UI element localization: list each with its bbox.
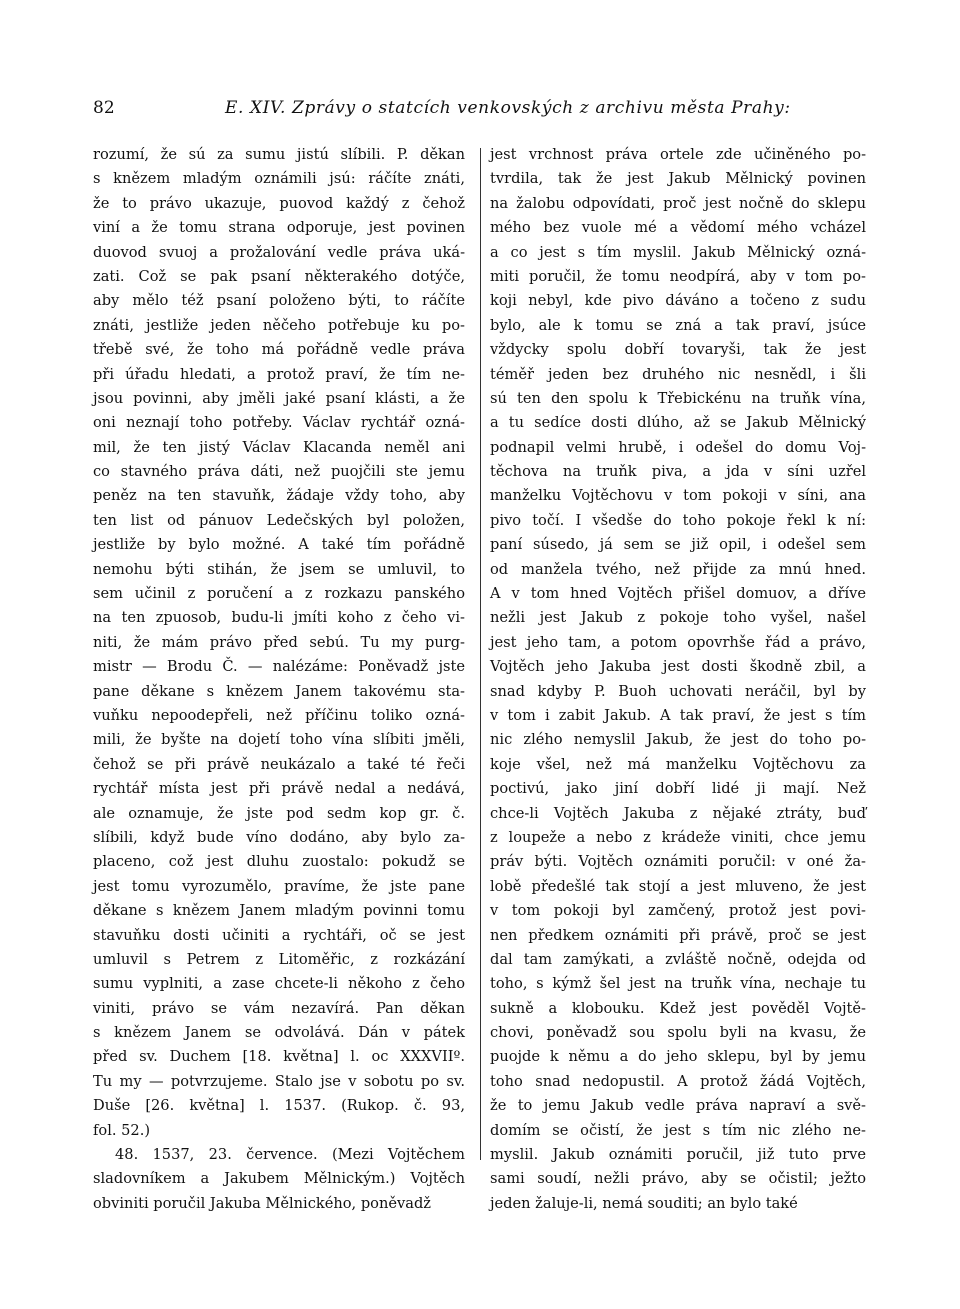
text-line: koji nebyl, kde pivo dáváno a točeno z sudu (490, 292, 866, 310)
text-line: děkane s knězem Janem mladým povinni tomu (93, 902, 465, 920)
text-line: zati. Což se pak psaní některakého dotýče, (93, 267, 465, 285)
text-line: domím se očistí, že jest s tím nic zlého ne- (490, 1121, 866, 1139)
text-line: že to právo ukazuje, puovod každý z čehož (93, 194, 465, 212)
text-line: těchova na truňk piva, a jda v síni uzřel (490, 463, 866, 481)
text-line: A v tom hned Vojtěch přišel domuov, a dříve (490, 585, 866, 603)
text-line: poctivú, jako jiní dobří lidé ji mají. Než (490, 780, 866, 798)
text-line: sem učinil z poručení a z rozkazu panského (93, 585, 465, 603)
text-line: jest vrchnost práva ortele zde učiněného po- (490, 146, 866, 163)
text-line: toho snad nedopustil. A protož žádá Vojtěch, (490, 1072, 866, 1090)
page-header (93, 98, 873, 124)
text-line: mého bez vuole mé a vědomí mého vcházel (490, 219, 866, 237)
text-line: při úřadu hledati, a protož praví, že tím ne- (93, 365, 465, 383)
text-line: chce-li Vojtěch Jakuba z nějaké ztráty, buď (490, 804, 866, 822)
text-line: viní a že tomu strana odporuje, jest povinen (93, 219, 465, 237)
text-line: stavuňku dosti učiniti a rychtáři, oč se jest (93, 926, 465, 944)
text-line: nežli jest Jakub z pokoje toho vyšel, našel (490, 609, 866, 627)
text-line: sumu vyplniti, a zase chcete-li někoho z čeho (93, 975, 465, 993)
text-line: 48. 1537, 23. července. (Mezi Vojtěchem (115, 1146, 465, 1164)
text-line: podnapil velmi hrubě, i odešel do domu Voj- (490, 438, 866, 456)
text-line: téměř jeden bez druhého nic nesnědl, i šli (490, 365, 866, 383)
text-line: v tom i zabit Jakub. A tak praví, že jest s tím (490, 706, 866, 724)
text-line: Tu my — potvrzujeme. Stalo jse v sobotu po sv. (93, 1072, 465, 1090)
text-line: bylo, ale k tomu se zná a tak praví, jsúce (490, 316, 866, 334)
text-line: jsou povinni, aby jměli jaké psaní klásti, a že (93, 389, 465, 407)
text-line: obviniti poručil Jakuba Mělnického, poněvadž (93, 1194, 431, 1212)
text-line: třebě své, že toho má pořádně vedle práva (93, 341, 465, 359)
text-line: Vojtěch jeho Jakuba jest dosti škodně zbil, a (490, 658, 866, 676)
text-line: duovod svuoj a prožalování vedle práva uká- (93, 243, 465, 261)
text-line: manželku Vojtěchovu v tom pokoji v síni, ana (490, 487, 866, 505)
text-line: viniti, právo se vám nezavírá. Pan děkan (93, 999, 465, 1017)
text-line: tvrdila, tak že jest Jakub Mělnický povinen (490, 170, 866, 188)
text-line: znáti, jestliže jeden něčeho potřebuje ku po- (93, 316, 465, 334)
text-line: Duše [26. května] l. 1537. (Rukop. č. 93, (93, 1097, 465, 1115)
text-line: v tom pokoji byl zamčený, protož jest povi- (490, 902, 866, 920)
text-line: pivo točí. I všedše do toho pokoje řekl k ní: (490, 511, 866, 529)
text-line: fol. 52.) (93, 1121, 151, 1139)
text-line: slíbili, když bude víno dodáno, aby bylo za- (93, 828, 465, 846)
text-line: ale oznamuje, že jste pod sedm kop gr. č. (93, 804, 465, 822)
text-line: sukně a klobouku. Kdež jest pověděl Vojtě- (490, 999, 866, 1017)
text-line: miti poručil, že tomu neodpírá, aby v tom po- (490, 267, 866, 285)
text-line: vždycky spolu dobří tovaryši, tak že jest (490, 341, 866, 359)
text-line: čehož se při právě neukázalo a také té řeči (93, 755, 465, 773)
text-line: ten list od pánuov Ledečských byl položen, (93, 511, 465, 529)
text-line: nemohu býti stihán, že jsem se umluvil, to (93, 560, 465, 578)
text-line: mistr — Brodu Č. — nalézáme: Poněvadž jste (93, 658, 465, 676)
text-line: jest tomu vyrozumělo, pravíme, že jste pane (93, 877, 465, 895)
text-line: jest jeho tam, a potom opovrhše řád a právo, (490, 633, 866, 651)
text-line: na žalobu odpovídati, proč jest nočně do sklepu (490, 194, 866, 212)
running-title: E. XIV. Zprávy o statcích venkovských z archivu města Prahy: (225, 98, 791, 118)
text-line: sladovníkem a Jakubem Mělnickým.) Vojtěch (93, 1170, 465, 1188)
text-line: a tu sedíce dosti dlúho, až se Jakub Mělnický (490, 414, 866, 432)
text-line: mil, že ten jistý Václav Klacanda neměl ani (93, 438, 465, 456)
text-line: od manžela tvého, než přijde za mnú hned. (490, 560, 866, 578)
text-line: lobě předešlé tak stojí a jest mluveno, že jest (490, 877, 866, 895)
text-line: rozumí, že sú za sumu jistú slíbili. P. děkan (93, 146, 465, 163)
text-line: před sv. Duchem [18. května] l. oc XXXVIIº. (93, 1048, 465, 1066)
text-line: jeden žaluje-li, nemá souditi; an bylo také (490, 1194, 798, 1212)
text-line: z loupeže a nebo z krádeže viniti, chce jemu (490, 828, 866, 846)
text-line: pane děkane s knězem Janem takovému sta- (93, 682, 465, 700)
text-line: že to jemu Jakub vedle práva napraví a svě- (490, 1097, 866, 1115)
text-line: nen předkem oznámiti při právě, proč se jest (490, 926, 866, 944)
text-line: dal tam zamýkati, a zvláště nočně, odejda od (490, 950, 866, 968)
right-column (490, 143, 866, 1216)
text-line: oni neznají toho potřeby. Václav rychtář ozná- (93, 414, 465, 432)
text-line: niti, že mám právo před sebú. Tu my purg- (93, 633, 465, 651)
text-line: nic zlého nemyslil Jakub, že jest do toho po- (490, 731, 866, 749)
text-line: práv býti. Vojtěch oznámiti poručil: v oné ža- (490, 853, 866, 871)
text-line: co stavného práva dáti, než puojčili ste jemu (93, 463, 465, 481)
text-line: myslil. Jakub oznámiti poručil, již tuto prve (490, 1146, 866, 1164)
text-line: rychtář místa jest při právě nedal a nedává, (93, 780, 465, 798)
text-line: na ten zpuosob, budu-li jmíti koho z čeho vi- (93, 609, 465, 627)
text-line: koje všel, než má manželku Vojtěchovu za (490, 755, 866, 773)
text-line: mili, že byšte na dojetí toho vína slíbiti jměli, (93, 731, 465, 749)
left-column (93, 143, 465, 1216)
text-line: puojde k němu a do jeho sklepu, byl by jemu (490, 1048, 866, 1066)
text-line: chovi, poněvadž sou spolu byli na kvasu, že (490, 1024, 866, 1042)
text-line: a co jest s tím myslil. Jakub Mělnický ozná- (490, 243, 866, 261)
page-number: 82 (93, 98, 115, 118)
text-line: aby mělo též psaní položeno býti, to ráčíte (93, 292, 465, 310)
text-line: peněz na ten stavuňk, žádaje vždy toho, aby (93, 487, 465, 505)
text-line: vuňku nepoodepřeli, než příčinu toliko ozná- (93, 706, 465, 724)
text-line: toho, s kýmž šel jest na truňk vína, nechaje tu (490, 975, 866, 993)
text-line: umluvil s Petrem z Litoměřic, z rozkázání (93, 950, 465, 968)
text-line: sami soudí, nežli právo, aby se očistil; ježto (490, 1170, 866, 1188)
text-line: jestliže by bylo možné. A také tím pořádně (93, 536, 465, 554)
text-line: placeno, což jest dluhu zuostalo: pokudž se (93, 853, 465, 871)
text-line: s knězem mladým oznámili jsú: ráčíte znáti, (93, 170, 465, 188)
text-line: s knězem Janem se odvolává. Dán v pátek (93, 1024, 465, 1042)
column-divider (480, 148, 481, 1160)
text-line: sú ten den spolu k Třebickénu na truňk vína, (490, 389, 866, 407)
text-line: snad kdyby P. Buoh uchovati neráčil, byl by (490, 682, 866, 700)
text-line: paní súsedo, já sem se již opil, i odešel sem (490, 536, 866, 554)
